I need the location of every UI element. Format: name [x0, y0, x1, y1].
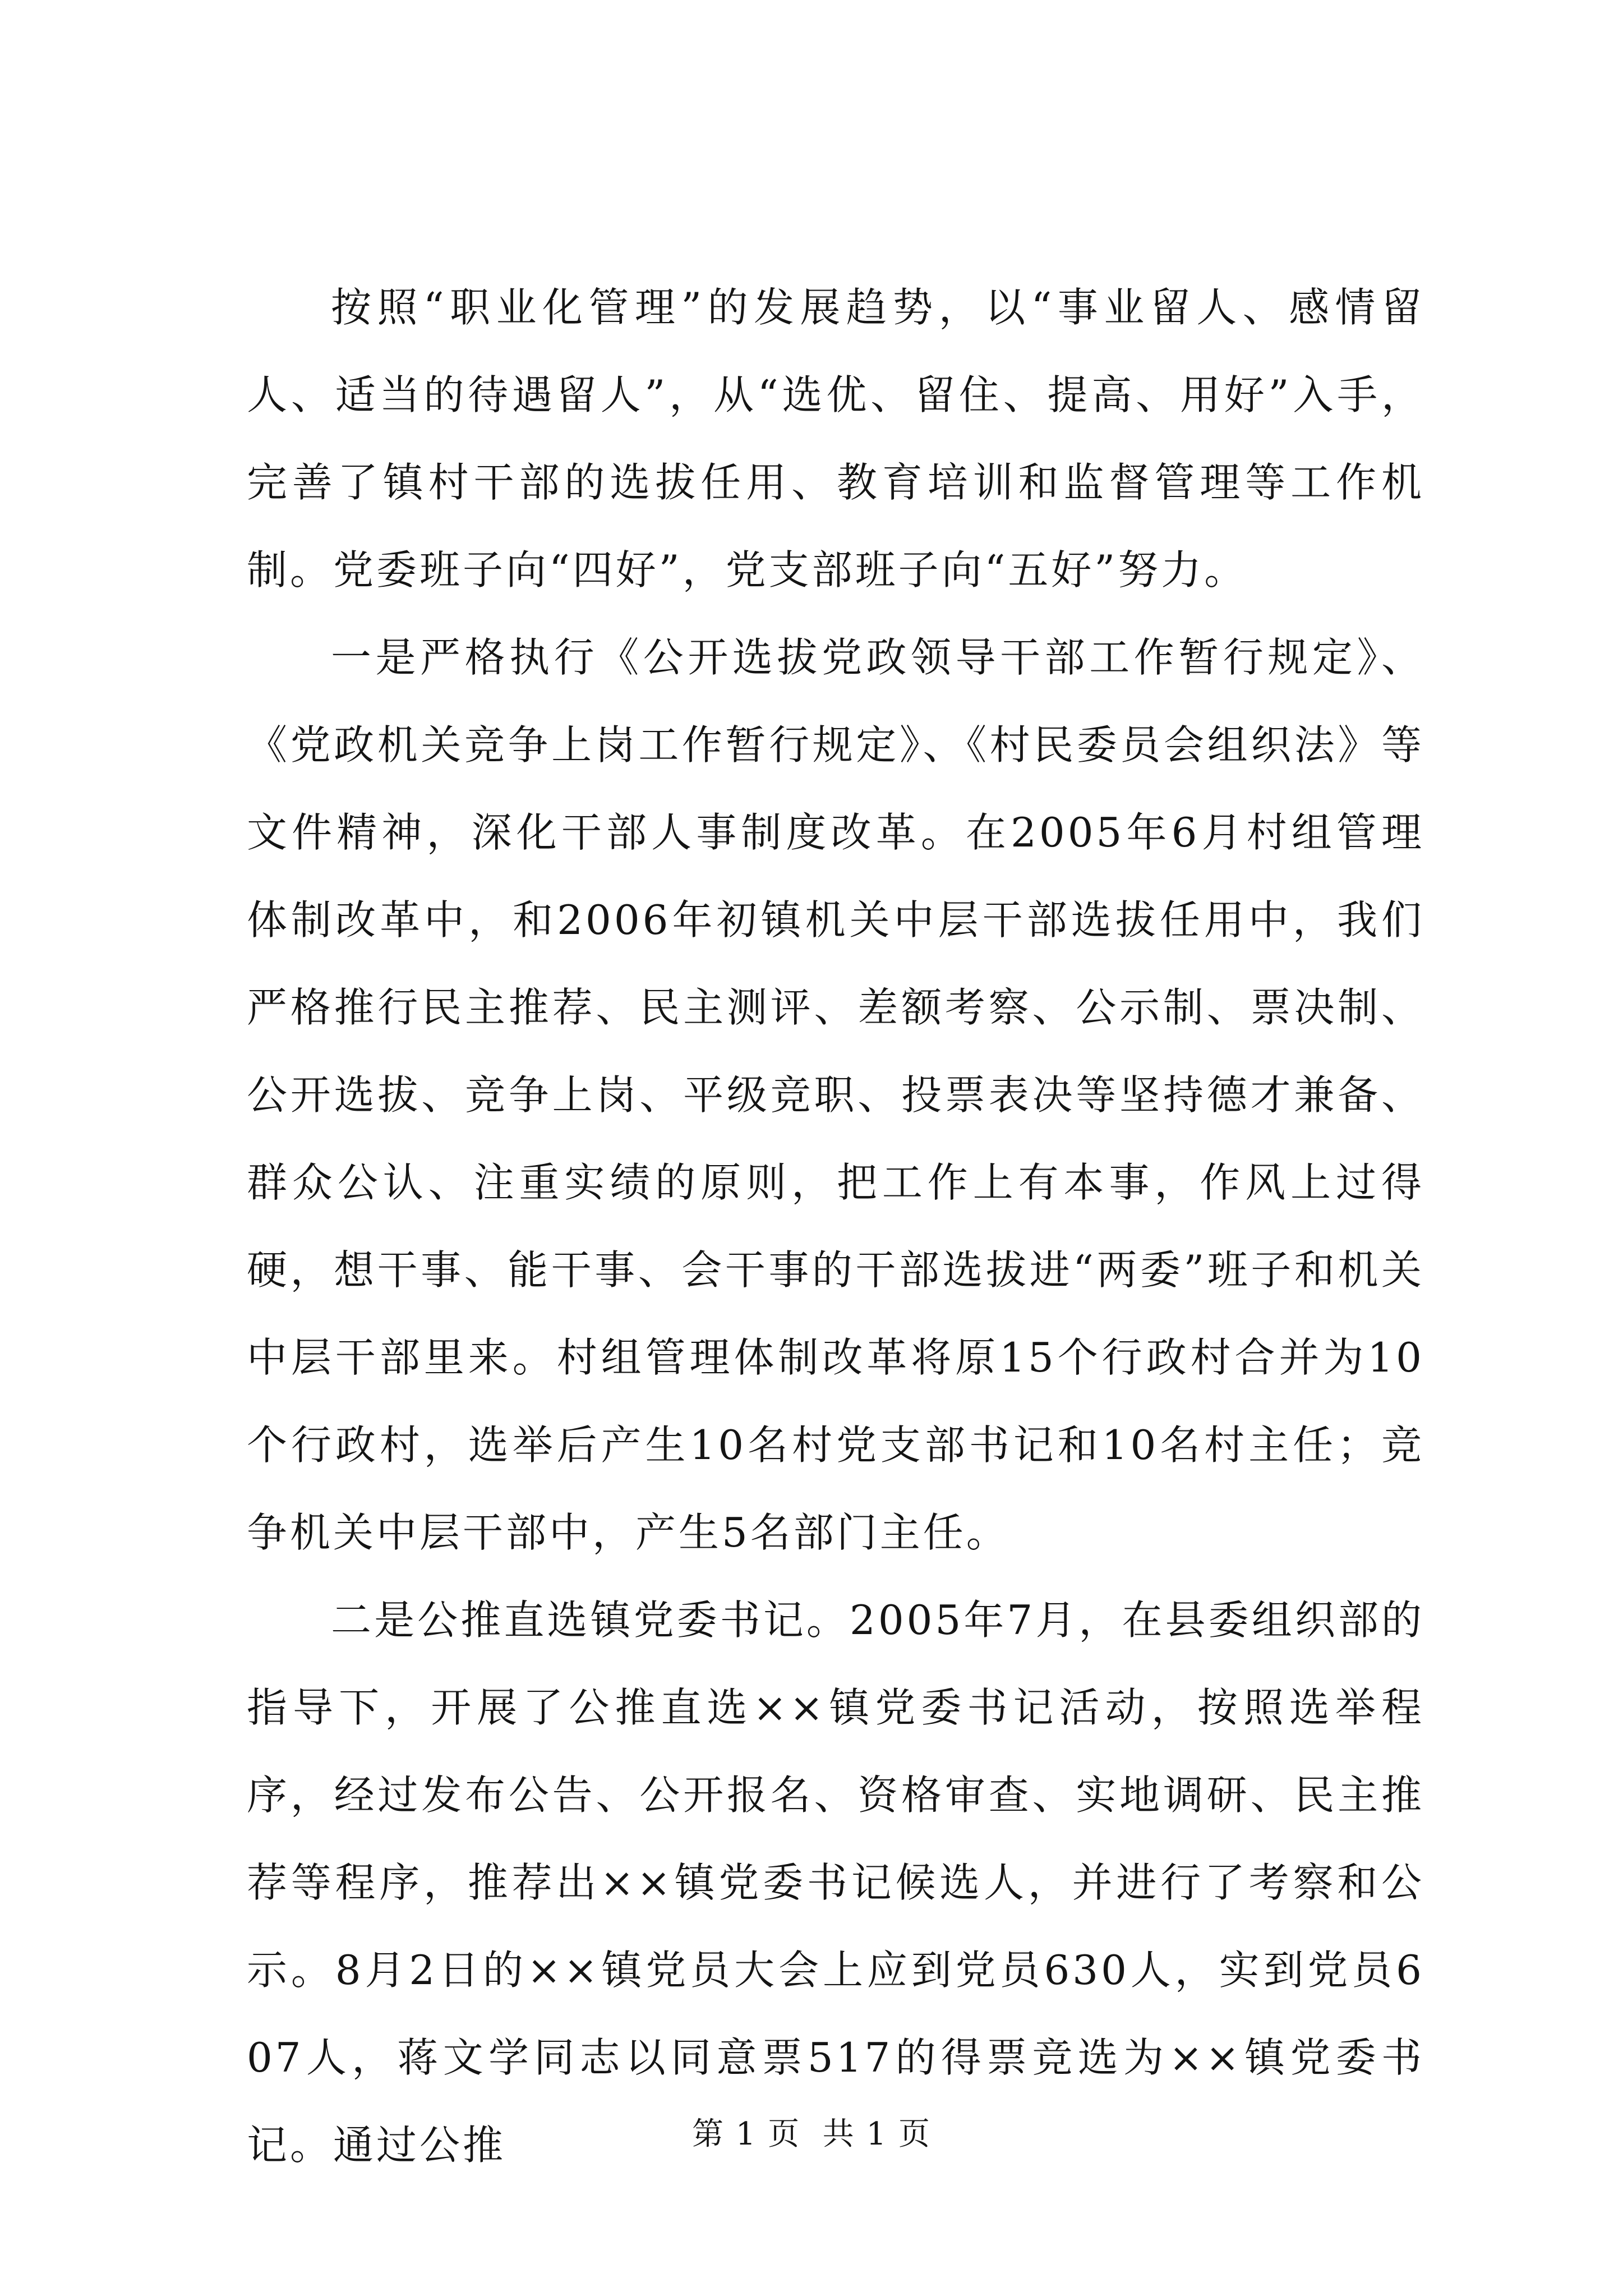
paragraph-party-secretary-election: 二是公推直选镇党委书记。2005年7月，在县委组织部的指导下，开展了公推直选××镇党委书记活动，按照选举程序，经过发布公告、公开报名、资格审查、实地调研、民主推荐等程序，推荐出××镇党委书记候选人，并进行了考察和公示。8月2日的××镇党员大会上应到党员630人，实到党员607人，蒋文学同志以同意票517的得票竞选为××镇党委书记。通过公推: [247, 1596, 1424, 2169]
paragraph-cadre-selection: 一是严格执行《公开选拔党政领导干部工作暂行规定》、《党政机关竞争上岗工作暂行规定》、《村民委员会组织法》等文件精神，深化干部人事制度改革。在2005年6月村组管理体制改革中，和2006年初镇机关中层干部选拔任用中，我们严格推行民主推荐、民主测评、差额考察、公示制、票决制、公开选拔、竞争上岗、平级竞职、投票表决等坚持德才兼备、群众公认、注重实绩的原则，把工作上有本事，作风上过得硬，想干事、能干事、会干事的干部选拔进“两委”班子和机关中层干部里来。村组管理体制改革将原15个行政村合并为10个行政村，选举后产生10名村党支部书记和10名村主任；竞争机关中层干部中，产生5名部门主任。: [247, 634, 1424, 1556]
page-footer: 第 1 页 共 1 页: [691, 2116, 932, 2152]
paragraph-intro: 按照“职业化管理”的发展趋势，以“事业留人、感情留人、适当的待遇留人”，从“选优、留住、提高、用好”入手，完善了镇村干部的选拔任用、教育培训和监督管理等工作机制。党委班子向“四好”，党支部班子向“五好”努力。: [247, 284, 1424, 593]
document-body: [247, 264, 1424, 2189]
